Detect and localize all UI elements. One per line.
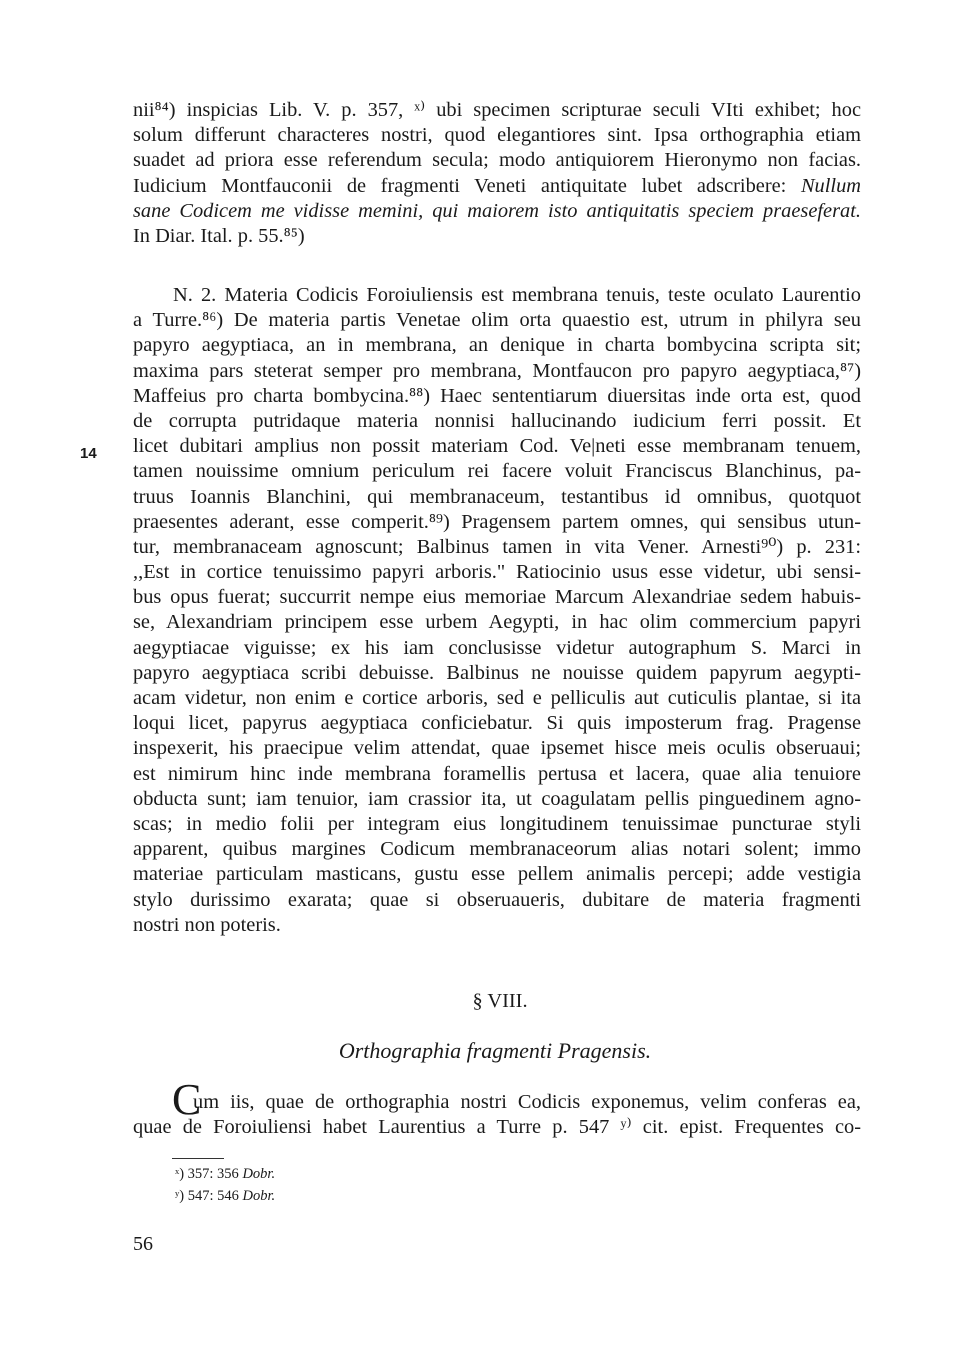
text-line: quae de Foroiuliensi habet Laurentius a Turre p. 547 ʸ⁾ cit. epist. Frequentes co- bbox=[133, 1116, 861, 1139]
italic-quote-start: Nullum bbox=[800, 174, 861, 197]
footnote-mark: ˣ) bbox=[175, 1166, 185, 1182]
text-line: ,,Est in cortice tenuissimo papyri arboris." Ratiocinio usus esse videtur, ubi sensi- bbox=[133, 561, 861, 584]
footnote-text: 357: 356 bbox=[187, 1166, 239, 1182]
text-line: scas; in medio folii per integram eius longitudinem tenuissimae puncturae styli bbox=[133, 812, 861, 835]
footnote-source: Dobr. bbox=[242, 1188, 276, 1204]
text-line: se, Alexandriam principem esse urbem Aegypti, in hac olim commercium papyri bbox=[133, 611, 861, 634]
text-line bbox=[133, 174, 861, 199]
paragraph-2 bbox=[133, 283, 861, 938]
text-line: bus opus fuerat; succurrit nempe eius memoriae Marcum Alexandriae sedem habuis- bbox=[133, 586, 861, 609]
paragraph-1 bbox=[133, 98, 861, 249]
footnote-source: Dobr. bbox=[242, 1166, 276, 1182]
text-line: obducta sunt; iam tenuior, iam crassior ita, ut coagulatam pellis pinguedinem agno- bbox=[133, 787, 861, 810]
text-line: Maffeius pro charta bombycina.⁸⁸) Haec sententiarum diuersitas inde orta est, quod bbox=[133, 384, 861, 407]
text-line: solum differunt characteres nostri, quod elegantiores sint. Ipsa orthographia etiam bbox=[133, 124, 861, 147]
footnote bbox=[175, 1163, 275, 1185]
text-line: est nimirum hinc inde membrana foramellis pertusa et lacera, quae alia tenuiore bbox=[133, 762, 861, 785]
footnotes bbox=[175, 1163, 275, 1207]
margin-page-number: 14 bbox=[80, 445, 97, 462]
italic-quote-line: sane Codicem me vidisse memini, qui maiorem isto antiquitatis speciem praeseferat. bbox=[133, 199, 861, 222]
text-line: aegyptiacae viguisse; ex his iam conclusisse videtur autographum S. Marci in bbox=[133, 636, 861, 659]
paragraph-3 bbox=[133, 1090, 861, 1140]
text-line: um iis, quae de orthographia nostri Codicis exponemus, velim conferas ea, bbox=[193, 1091, 861, 1113]
footnote-mark: ʸ) bbox=[175, 1188, 185, 1204]
text-line: nii⁸⁴) inspicias Lib. V. p. 357, ˣ⁾ ubi specimen scripturae seculi VIti exhibet; hoc bbox=[133, 99, 861, 121]
footnote bbox=[175, 1185, 275, 1207]
text-line: truus Ioannis Blanchini, qui membranaceum, testantibus id omnibus, quotquot bbox=[133, 485, 861, 508]
footnote-text: 547: 546 bbox=[187, 1188, 239, 1204]
text-line: N. 2. Materia Codicis Foroiuliensis est membrana tenuis, teste oculato Laurentio bbox=[173, 284, 861, 306]
text-line: maxima pars steterat semper pro membrana, Montfaucon pro papyro aegyptiaca,⁸⁷) bbox=[133, 359, 861, 382]
page-number: 56 bbox=[133, 1233, 153, 1255]
text-line: materiae particulam masticans, gustu esse pellem animalis percepi; adde vestigia bbox=[133, 863, 861, 886]
footnote-divider bbox=[172, 1158, 224, 1159]
text-line: acam videtur, non enim e cortice arboris, sed e pelliculis aut cuticulis plantae, si ita bbox=[133, 687, 861, 709]
text-line: In Diar. Ital. p. 55.⁸⁵) bbox=[133, 224, 305, 247]
text-line: suadet ad priora esse referendum secula; modo antiquiorem Hieronymo non facias. bbox=[133, 149, 861, 172]
text-line: papyro aegyptiaca scribi debuisse. Balbinus ne nouisse quidem papyrum aegypti- bbox=[133, 661, 861, 684]
text-line: apparent, quibus margines Codicum membranaceorum alias notari solent; immo bbox=[133, 838, 861, 861]
section-number: § VIII. bbox=[472, 990, 528, 1012]
text-line: tamen nouissime omnium periculum rei facere voluit Franciscus Blanchinus, pa- bbox=[133, 460, 861, 483]
text-line: a Turre.⁸⁶) De materia partis Venetae olim orta quaestio est, utrum in philyra seu bbox=[133, 309, 861, 332]
text-line: stylo durissimo exarata; quae si obseruaueris, dubitare de materia fragmenti bbox=[133, 888, 861, 911]
text-line: nostri non poteris. bbox=[133, 913, 281, 936]
line-text: Iudicium Montfauconii de fragmenti Veneti antiquitate lubet adscribere: bbox=[133, 174, 787, 197]
text-line: tur, membranaceam agnoscunt; Balbinus tamen in vita Vener. Arnesti⁹⁰) p. 231: bbox=[133, 535, 861, 558]
text-line: praesentes aderant, esse comperit.⁸⁹) Pragensem partem omnes, qui sensibus utun- bbox=[133, 510, 861, 533]
section-title: Orthographia fragmenti Pragensis. bbox=[338, 1038, 652, 1063]
text-line: de corrupta putridaque materia nonnisi hallucinando iudicium ferri possit. Et bbox=[133, 409, 861, 432]
text-line: papyro aegyptiaca, an in membrana, an denique in charta bombycina scripta sit; bbox=[133, 334, 861, 357]
text-line: licet dubitari amplius non possit materiam Cod. Ve|neti esse membranam tenuem, bbox=[133, 435, 861, 458]
drop-cap: C bbox=[172, 1075, 202, 1124]
text-line: loqui licet, papyrus aegyptiaca conficiebatur. Si quis imposterum frag. Pragense bbox=[133, 712, 861, 735]
text-line: inspexerit, his praecipue velim attendat, quae ipsemet hisce meis oculis obseruaui; bbox=[133, 737, 861, 760]
